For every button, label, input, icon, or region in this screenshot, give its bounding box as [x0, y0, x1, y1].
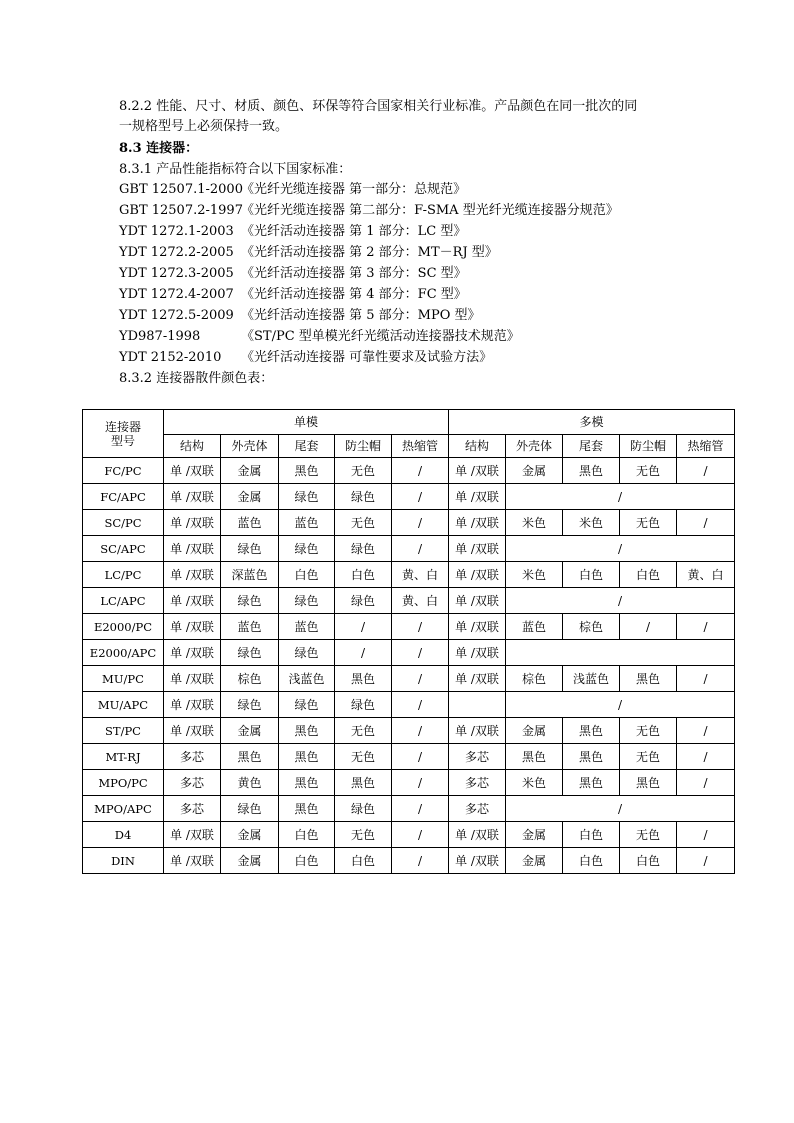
standard-code: YDT 1272.1-2003 [119, 224, 234, 239]
table-row [83, 848, 735, 874]
sm-structure-cell: 单 /双联 [164, 640, 221, 666]
sm-housing-cell: 绿色 [221, 588, 279, 614]
mm-structure-cell: 单 /双联 [449, 614, 506, 640]
table-row [83, 510, 735, 536]
mm-heatshrink-cell: / [677, 718, 735, 744]
mm-dustcap-cell: / [620, 614, 677, 640]
sm-dustcap-cell: 无色 [335, 718, 392, 744]
model-cell: FC/PC [83, 458, 164, 484]
mm-merged-cell [506, 640, 735, 666]
sm-dustcap-cell: / [335, 614, 392, 640]
table-row [83, 588, 735, 614]
mm-heatshrink-cell: / [677, 848, 735, 874]
sm-structure-cell: 单 /双联 [164, 588, 221, 614]
mm-heatshrink-cell: / [677, 614, 735, 640]
mm-structure-cell: 单 /双联 [449, 484, 506, 510]
table-row [83, 718, 735, 744]
sm-housing-cell: 绿色 [221, 796, 279, 822]
sm-dustcap-cell: 无色 [335, 510, 392, 536]
sm-structure-cell: 单 /双联 [164, 536, 221, 562]
mm-heatshrink-cell: / [677, 770, 735, 796]
sm-dustcap-cell: 黑色 [335, 666, 392, 692]
sm-dustcap-cell: 绿色 [335, 536, 392, 562]
model-cell: D4 [83, 822, 164, 848]
mm-dustcap-cell: 无色 [620, 510, 677, 536]
mm-structure-cell: 单 /双联 [449, 666, 506, 692]
sm-structure-cell: 单 /双联 [164, 692, 221, 718]
sm-structure-cell: 单 /双联 [164, 848, 221, 874]
standard-code: GBT 12507.2-1997 [119, 203, 243, 218]
mm-dustcap-cell: 无色 [620, 458, 677, 484]
mm-boot-cell: 米色 [563, 510, 620, 536]
standard-code: YDT 1272.5-2009 [119, 308, 234, 323]
paragraph-831: 8.3.1 产品性能指标符合以下国家标准： [119, 162, 352, 177]
sm-housing-cell: 深蓝色 [221, 562, 279, 588]
sm-structure-cell: 单 /双联 [164, 822, 221, 848]
sm-housing-cell: 棕色 [221, 666, 279, 692]
standard-code: YDT 1272.2-2005 [119, 245, 234, 260]
mm-structure-header: 结构 [449, 435, 506, 458]
sm-dustcap-cell: 黑色 [335, 770, 392, 796]
table-row [83, 614, 735, 640]
mm-housing-cell: 米色 [506, 562, 563, 588]
sm-housing-cell: 绿色 [221, 640, 279, 666]
model-header-cell [83, 410, 164, 458]
table-row [83, 536, 735, 562]
standard-code: GBT 12507.1-2000 [119, 182, 243, 197]
mm-dustcap-cell: 无色 [620, 718, 677, 744]
sm-heatshrink-cell: / [392, 458, 449, 484]
model-cell: MPO/APC [83, 796, 164, 822]
table-row [83, 796, 735, 822]
mm-heatshrink-cell: 黄、白 [677, 562, 735, 588]
standard-item [119, 348, 492, 368]
mm-structure-cell: 单 /双联 [449, 536, 506, 562]
mm-structure-cell: 单 /双联 [449, 718, 506, 744]
model-header-line1: 连接器 [104, 419, 141, 434]
sm-heatshrink-cell: / [392, 510, 449, 536]
mm-structure-cell: 多芯 [449, 744, 506, 770]
mm-structure-cell: 单 /双联 [449, 458, 506, 484]
sm-boot-cell: 绿色 [279, 536, 335, 562]
sm-dustcap-header: 防尘帽 [335, 435, 392, 458]
sm-boot-cell: 浅蓝色 [279, 666, 335, 692]
sm-heatshrink-cell: / [392, 640, 449, 666]
sm-boot-cell: 黑色 [279, 458, 335, 484]
sm-structure-cell: 多芯 [164, 796, 221, 822]
model-cell: E2000/APC [83, 640, 164, 666]
sm-structure-cell: 多芯 [164, 744, 221, 770]
paragraph-822-line2: 一规格型号上必须保持一致。 [119, 119, 289, 134]
mm-housing-cell: 金属 [506, 848, 563, 874]
mm-housing-cell: 黑色 [506, 744, 563, 770]
mm-structure-cell: 多芯 [449, 770, 506, 796]
mm-dustcap-cell: 白色 [620, 848, 677, 874]
sm-boot-cell: 黑色 [279, 718, 335, 744]
sm-heatshrink-header: 热缩管 [392, 435, 449, 458]
sm-structure-cell: 多芯 [164, 770, 221, 796]
sm-housing-header: 外壳体 [221, 435, 279, 458]
mm-heatshrink-cell: / [677, 458, 735, 484]
mm-housing-cell: 金属 [506, 718, 563, 744]
table-row [83, 822, 735, 848]
mm-merged-cell: / [506, 796, 735, 822]
mm-dustcap-cell: 无色 [620, 744, 677, 770]
sm-heatshrink-cell: / [392, 536, 449, 562]
mm-dustcap-cell: 黑色 [620, 666, 677, 692]
table-row [83, 640, 735, 666]
sm-heatshrink-cell: 黄、白 [392, 562, 449, 588]
sm-boot-cell: 绿色 [279, 640, 335, 666]
table-row [83, 770, 735, 796]
standard-item [119, 201, 619, 221]
model-cell: SC/PC [83, 510, 164, 536]
mm-housing-cell: 金属 [506, 458, 563, 484]
standard-title: 《光纤光缆连接器 第一部分：总规范》 [241, 182, 467, 197]
paragraph-832: 8.3.2 连接器散件颜色表： [119, 371, 274, 386]
connector-color-table [82, 409, 735, 874]
table-subheader-row [83, 435, 735, 458]
mm-merged-cell: / [506, 588, 735, 614]
sm-heatshrink-cell: / [392, 822, 449, 848]
sm-boot-cell: 绿色 [279, 588, 335, 614]
sm-housing-cell: 蓝色 [221, 614, 279, 640]
sm-structure-header: 结构 [164, 435, 221, 458]
mm-merged-cell: / [506, 536, 735, 562]
sm-housing-cell: 金属 [221, 484, 279, 510]
sm-boot-cell: 蓝色 [279, 614, 335, 640]
mm-structure-cell: 单 /双联 [449, 510, 506, 536]
sm-housing-cell: 绿色 [221, 692, 279, 718]
model-cell: LC/APC [83, 588, 164, 614]
sm-boot-cell: 绿色 [279, 692, 335, 718]
model-cell: ST/PC [83, 718, 164, 744]
standard-code: YD987-1998 [119, 329, 201, 344]
mm-structure-cell: 单 /双联 [449, 822, 506, 848]
standard-item [119, 306, 481, 326]
sm-dustcap-cell: 白色 [335, 562, 392, 588]
sm-heatshrink-cell: / [392, 744, 449, 770]
sm-housing-cell: 金属 [221, 458, 279, 484]
mm-housing-cell: 米色 [506, 510, 563, 536]
mm-structure-cell: 单 /双联 [449, 562, 506, 588]
mm-boot-cell: 白色 [563, 562, 620, 588]
table-row [83, 692, 735, 718]
model-cell: DIN [83, 848, 164, 874]
standard-code: YDT 1272.4-2007 [119, 287, 234, 302]
standard-item [119, 327, 520, 347]
sm-boot-cell: 黑色 [279, 770, 335, 796]
table-row [83, 484, 735, 510]
standard-title: 《光纤活动连接器 第 4 部分：FC 型》 [241, 287, 467, 302]
standard-title: 《ST/PC 型单模光纤光缆活动连接器技术规范》 [241, 329, 520, 344]
sm-boot-cell: 白色 [279, 822, 335, 848]
table-row [83, 562, 735, 588]
mm-boot-cell: 黑色 [563, 744, 620, 770]
standard-item [119, 285, 467, 305]
mm-heatshrink-cell: / [677, 666, 735, 692]
sm-housing-cell: 金属 [221, 848, 279, 874]
mm-boot-cell: 黑色 [563, 770, 620, 796]
mm-dustcap-header: 防尘帽 [620, 435, 677, 458]
model-cell: LC/PC [83, 562, 164, 588]
table-body [83, 458, 735, 874]
mm-housing-cell: 棕色 [506, 666, 563, 692]
sm-dustcap-cell: 无色 [335, 744, 392, 770]
sm-boot-cell: 蓝色 [279, 510, 335, 536]
mm-boot-cell: 黑色 [563, 718, 620, 744]
mm-merged-cell: / [506, 484, 735, 510]
mm-dustcap-cell: 黑色 [620, 770, 677, 796]
sm-structure-cell: 单 /双联 [164, 458, 221, 484]
table-row [83, 458, 735, 484]
sm-dustcap-cell: 无色 [335, 458, 392, 484]
sm-heatshrink-cell: / [392, 770, 449, 796]
standard-code: YDT 2152-2010 [119, 350, 222, 365]
mm-housing-cell: 金属 [506, 822, 563, 848]
mm-structure-cell: 多芯 [449, 796, 506, 822]
table-header-row [83, 410, 735, 435]
mm-structure-cell: 单 /双联 [449, 848, 506, 874]
mm-heatshrink-header: 热缩管 [677, 435, 735, 458]
mm-heatshrink-cell: / [677, 744, 735, 770]
sm-boot-cell: 白色 [279, 562, 335, 588]
sm-heatshrink-cell: / [392, 718, 449, 744]
sm-housing-cell: 黑色 [221, 744, 279, 770]
sm-dustcap-cell: 绿色 [335, 796, 392, 822]
mm-housing-header: 外壳体 [506, 435, 563, 458]
standard-item [119, 264, 467, 284]
model-cell: FC/APC [83, 484, 164, 510]
sm-dustcap-cell: / [335, 640, 392, 666]
sm-boot-cell: 黑色 [279, 744, 335, 770]
mm-boot-cell: 棕色 [563, 614, 620, 640]
sm-boot-cell: 黑色 [279, 796, 335, 822]
sm-heatshrink-cell: / [392, 692, 449, 718]
model-cell: MU/PC [83, 666, 164, 692]
mm-boot-cell: 白色 [563, 822, 620, 848]
sm-dustcap-cell: 绿色 [335, 588, 392, 614]
sm-structure-cell: 单 /双联 [164, 562, 221, 588]
section-83-heading: 8.3 连接器： [119, 141, 199, 156]
standard-title: 《光纤活动连接器 可靠性要求及试验方法》 [241, 350, 493, 365]
mm-structure-cell: 单 /双联 [449, 588, 506, 614]
standard-title: 《光纤活动连接器 第 5 部分：MPO 型》 [241, 308, 481, 323]
standard-title: 《光纤光缆连接器 第二部分：F-SMA 型光纤光缆连接器分规范》 [241, 203, 619, 218]
sm-dustcap-cell: 绿色 [335, 692, 392, 718]
model-cell: SC/APC [83, 536, 164, 562]
mm-boot-cell: 黑色 [563, 458, 620, 484]
model-cell: MT-RJ [83, 744, 164, 770]
sm-heatshrink-cell: / [392, 848, 449, 874]
mm-structure-cell: 单 /双联 [449, 640, 506, 666]
multi-mode-header: 多模 [449, 410, 735, 435]
sm-dustcap-cell: 白色 [335, 848, 392, 874]
model-cell: E2000/PC [83, 614, 164, 640]
sm-heatshrink-cell: / [392, 796, 449, 822]
standard-title: 《光纤活动连接器 第 2 部分：MT－RJ 型》 [241, 245, 498, 260]
mm-boot-cell: 白色 [563, 848, 620, 874]
model-cell: MPO/PC [83, 770, 164, 796]
mm-housing-cell: 蓝色 [506, 614, 563, 640]
standard-item [119, 180, 466, 200]
sm-housing-cell: 黄色 [221, 770, 279, 796]
paragraph-822-line1: 8.2.2 性能、尺寸、材质、颜色、环保等符合国家相关行业标准。产品颜色在同一批次的同 [119, 99, 638, 114]
standard-title: 《光纤活动连接器 第 1 部分：LC 型》 [241, 224, 467, 239]
sm-structure-cell: 单 /双联 [164, 510, 221, 536]
sm-housing-cell: 绿色 [221, 536, 279, 562]
sm-structure-cell: 单 /双联 [164, 666, 221, 692]
sm-structure-cell: 单 /双联 [164, 614, 221, 640]
mm-structure-cell [449, 692, 506, 718]
sm-structure-cell: 单 /双联 [164, 718, 221, 744]
single-mode-header: 单模 [164, 410, 449, 435]
mm-boot-header: 尾套 [563, 435, 620, 458]
mm-boot-cell: 浅蓝色 [563, 666, 620, 692]
sm-boot-cell: 绿色 [279, 484, 335, 510]
mm-dustcap-cell: 无色 [620, 822, 677, 848]
mm-heatshrink-cell: / [677, 822, 735, 848]
sm-heatshrink-cell: / [392, 666, 449, 692]
table-row [83, 666, 735, 692]
mm-merged-cell: / [506, 692, 735, 718]
standard-code: YDT 1272.3-2005 [119, 266, 234, 281]
sm-housing-cell: 金属 [221, 822, 279, 848]
standard-item [119, 243, 498, 263]
sm-heatshrink-cell: 黄、白 [392, 588, 449, 614]
mm-dustcap-cell: 白色 [620, 562, 677, 588]
sm-heatshrink-cell: / [392, 484, 449, 510]
model-header-line2: 型号 [110, 433, 135, 448]
sm-boot-header: 尾套 [279, 435, 335, 458]
standard-title: 《光纤活动连接器 第 3 部分：SC 型》 [241, 266, 467, 281]
sm-heatshrink-cell: / [392, 614, 449, 640]
sm-housing-cell: 金属 [221, 718, 279, 744]
mm-housing-cell: 米色 [506, 770, 563, 796]
standard-item [119, 222, 466, 242]
sm-dustcap-cell: 无色 [335, 822, 392, 848]
mm-heatshrink-cell: / [677, 510, 735, 536]
sm-structure-cell: 单 /双联 [164, 484, 221, 510]
table-row [83, 744, 735, 770]
sm-housing-cell: 蓝色 [221, 510, 279, 536]
model-cell: MU/APC [83, 692, 164, 718]
sm-dustcap-cell: 绿色 [335, 484, 392, 510]
sm-boot-cell: 白色 [279, 848, 335, 874]
